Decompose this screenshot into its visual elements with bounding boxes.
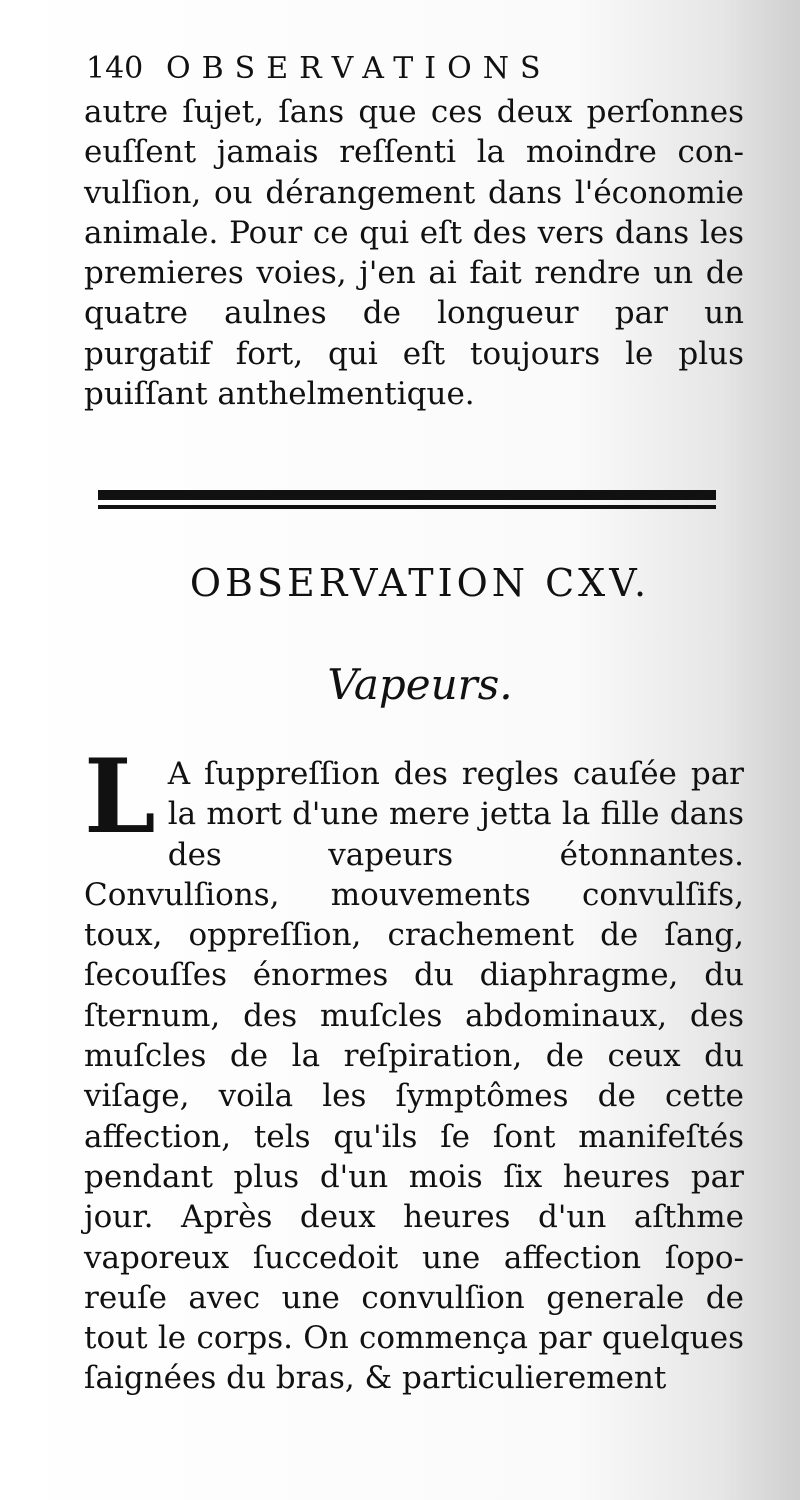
observation-body [84, 737, 744, 1444]
page-number: 140 [86, 51, 144, 86]
observation-title: OBSERVATION CXV. [189, 561, 651, 605]
observation-subtitle: Vapeurs. [327, 660, 513, 709]
body-text: A ſuppreſſion des regles cauſée par la mort d'une mere jetta la fille dans des vapeurs étonnantes. Convulſions, mouvements convulſifs, toux, oppreſſion, crachement de ſang, ſecouſſes énormes du diaphragme, du ſternum, des muſcles abdominaux, des muſcles de la reſpiration, de ceux du viſage, voila les ſymptômes de cette affection, tels qu'ils ſe ſont manifeſtés pendant plus d'un mois ſix heures par jour. Après deux heures d'un aſthme vaporeux ſuccedoit une affection ſoporeuſe avec une convulſion generale de tout le corps. On commença par quelques ſaignées du bras, & particulierement [84, 756, 744, 1397]
double-rule-divider [98, 486, 716, 516]
running-title: OBSERVATIONS [166, 51, 552, 86]
page-header [86, 42, 646, 96]
divider-thin-line [98, 505, 716, 509]
paragraph-continued: autre ſujet, ſans que ces deux perſonnes euſſent jamais reſſenti la moindre convulſion, ou dérangement dans l'économie animale. Pour ce qui eſt des vers dans les premieres voies, j'en ai fait rendre un de quatre aulnes de longueur par un purgatif fort, qui eſt toujours le plus puiſſant anthelmentique. [84, 94, 744, 413]
divider-thick-line [98, 490, 716, 500]
drop-cap: L [84, 737, 156, 857]
